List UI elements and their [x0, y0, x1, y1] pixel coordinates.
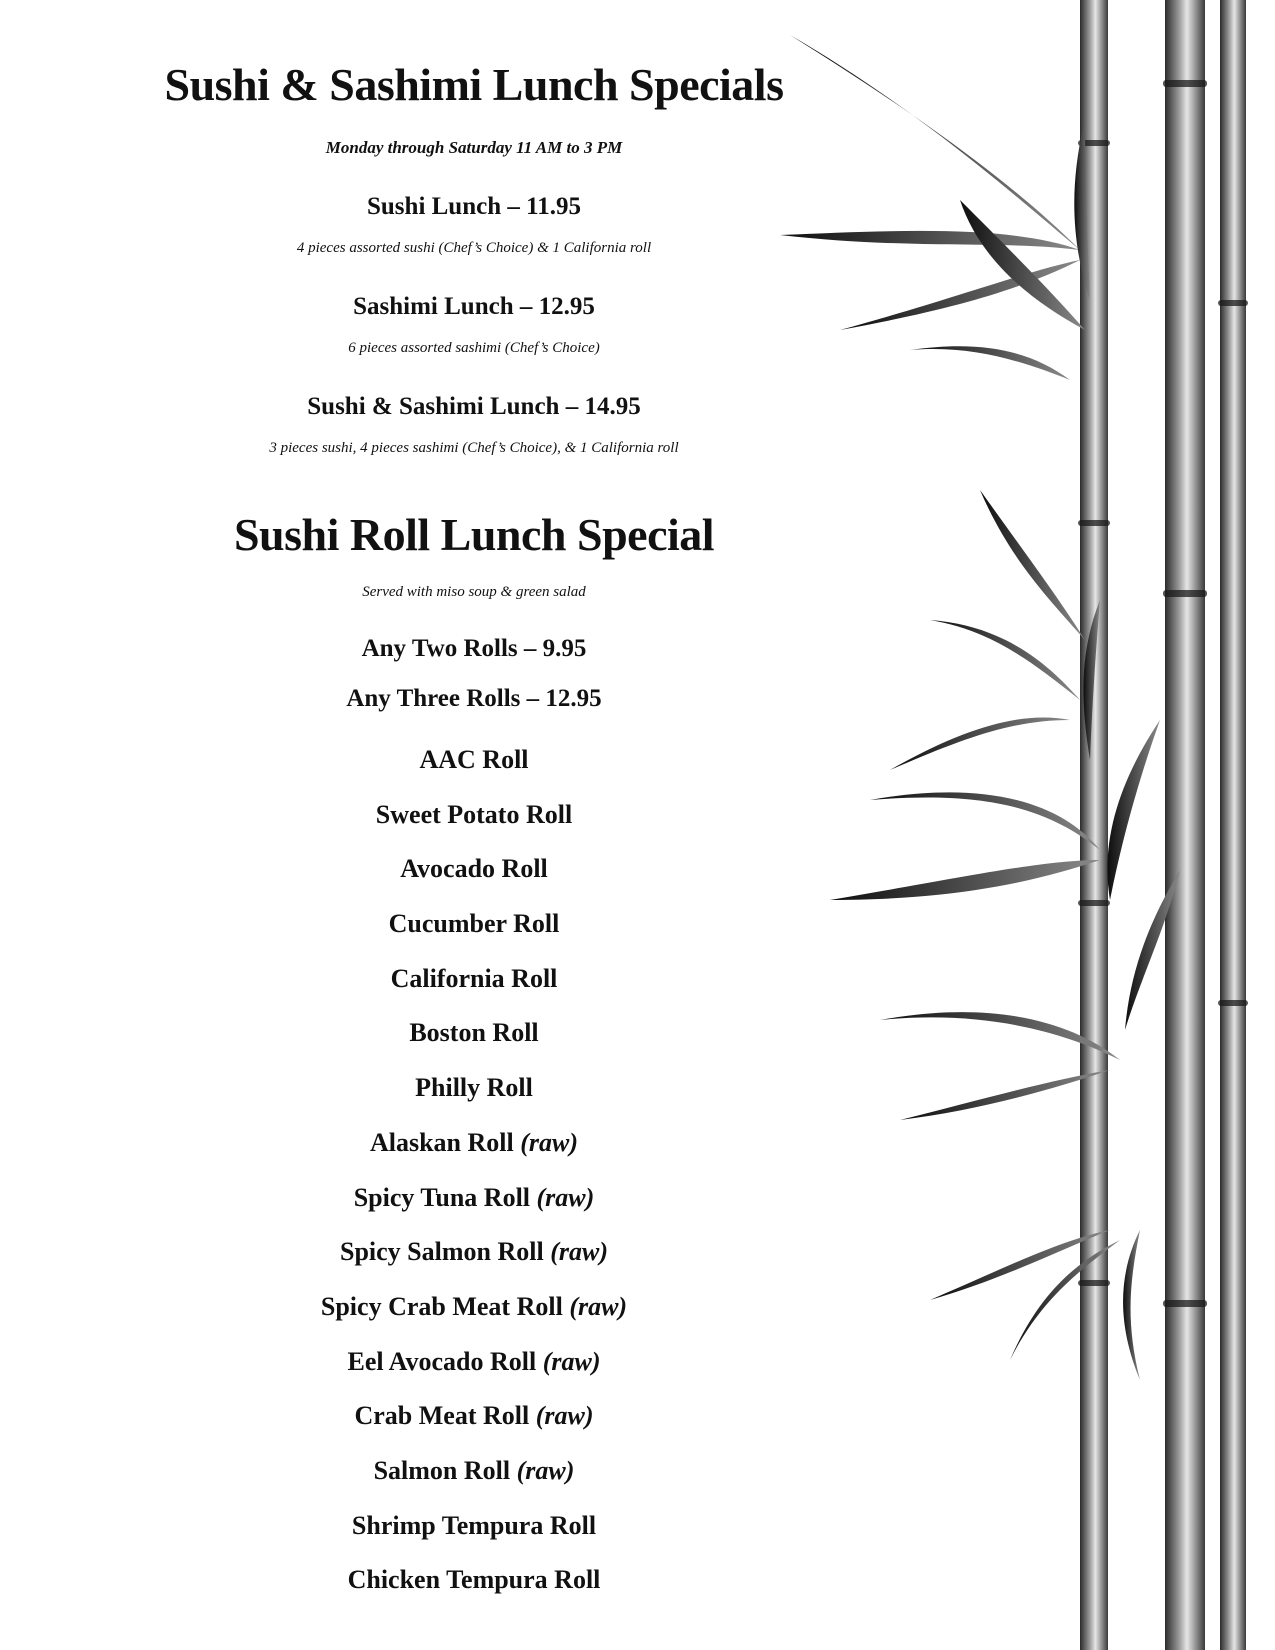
- sashimi-lunch-desc: 6 pieces assorted sashimi (Chef’s Choice): [348, 340, 600, 356]
- two-rolls-price: Any Two Rolls – 9.95: [361, 635, 587, 662]
- roll-name: Spicy Tuna Roll: [353, 1182, 531, 1212]
- roll-item: [124, 1073, 824, 1128]
- roll-name: AAC Roll: [419, 745, 529, 774]
- roll-name: Boston Roll: [409, 1018, 539, 1048]
- sashimi-lunch-title: Sashimi Lunch – 12.95: [353, 293, 595, 320]
- roll-list: [124, 745, 824, 1620]
- roll-item: [124, 1511, 824, 1566]
- roll-name: Crab Meat Roll: [354, 1401, 530, 1431]
- roll-item: [124, 1292, 824, 1347]
- roll-item: [124, 1018, 824, 1073]
- raw-label: (raw): [535, 1401, 594, 1431]
- raw-label: (raw): [536, 1182, 595, 1212]
- roll-name: Alaskan Roll: [369, 1127, 514, 1157]
- roll-name: Spicy Salmon Roll: [340, 1237, 544, 1267]
- roll-name: Chicken Tempura Roll: [347, 1565, 601, 1595]
- raw-label: (raw): [569, 1291, 628, 1321]
- roll-special-note: Served with miso soup & green salad: [362, 584, 586, 600]
- three-rolls-price: Any Three Rolls – 12.95: [346, 685, 602, 712]
- roll-item: [124, 1237, 824, 1292]
- roll-name: Avocado Roll: [400, 854, 548, 884]
- sushi-lunch-desc: 4 pieces assorted sushi (Chef’s Choice) & 1 California roll: [296, 240, 652, 256]
- roll-item: [124, 1565, 824, 1620]
- bamboo-illustration-icon: [780, 0, 1275, 1650]
- roll-name: California Roll: [390, 963, 558, 993]
- roll-item: [124, 745, 824, 800]
- combo-lunch-title: Sushi & Sashimi Lunch – 14.95: [307, 393, 641, 420]
- roll-name: Salmon Roll: [373, 1455, 511, 1485]
- roll-item: [124, 1347, 824, 1402]
- roll-special-title: Sushi Roll Lunch Special: [233, 509, 715, 560]
- sushi-lunch-title: Sushi Lunch – 11.95: [367, 193, 581, 220]
- roll-item: [124, 800, 824, 855]
- roll-name: Cucumber Roll: [388, 909, 560, 939]
- roll-name: Philly Roll: [415, 1073, 533, 1103]
- combo-lunch-desc: 3 pieces sushi, 4 pieces sashimi (Chef’s Choice), & 1 California roll: [269, 440, 679, 456]
- roll-name: Sweet Potato Roll: [375, 799, 573, 829]
- roll-item: [124, 854, 824, 909]
- roll-item: [124, 964, 824, 1019]
- bamboo-stalks: [1078, 0, 1248, 1650]
- roll-name: Shrimp Tempura Roll: [351, 1510, 597, 1540]
- roll-name: Eel Avocado Roll: [347, 1346, 537, 1376]
- roll-item: [124, 1401, 824, 1456]
- raw-label: (raw): [520, 1127, 579, 1157]
- roll-item: [124, 909, 824, 964]
- roll-name: Spicy Crab Meat Roll: [320, 1291, 563, 1321]
- raw-label: (raw): [516, 1455, 575, 1485]
- raw-label: (raw): [542, 1346, 601, 1376]
- roll-item: [124, 1456, 824, 1511]
- bamboo-leaves: [780, 35, 1180, 1380]
- roll-item: [124, 1128, 824, 1183]
- specials-title: Sushi & Sashimi Lunch Specials: [164, 59, 784, 110]
- hours-note: Monday through Saturday 11 AM to 3 PM: [325, 138, 623, 157]
- roll-item: [124, 1183, 824, 1238]
- raw-label: (raw): [550, 1237, 608, 1267]
